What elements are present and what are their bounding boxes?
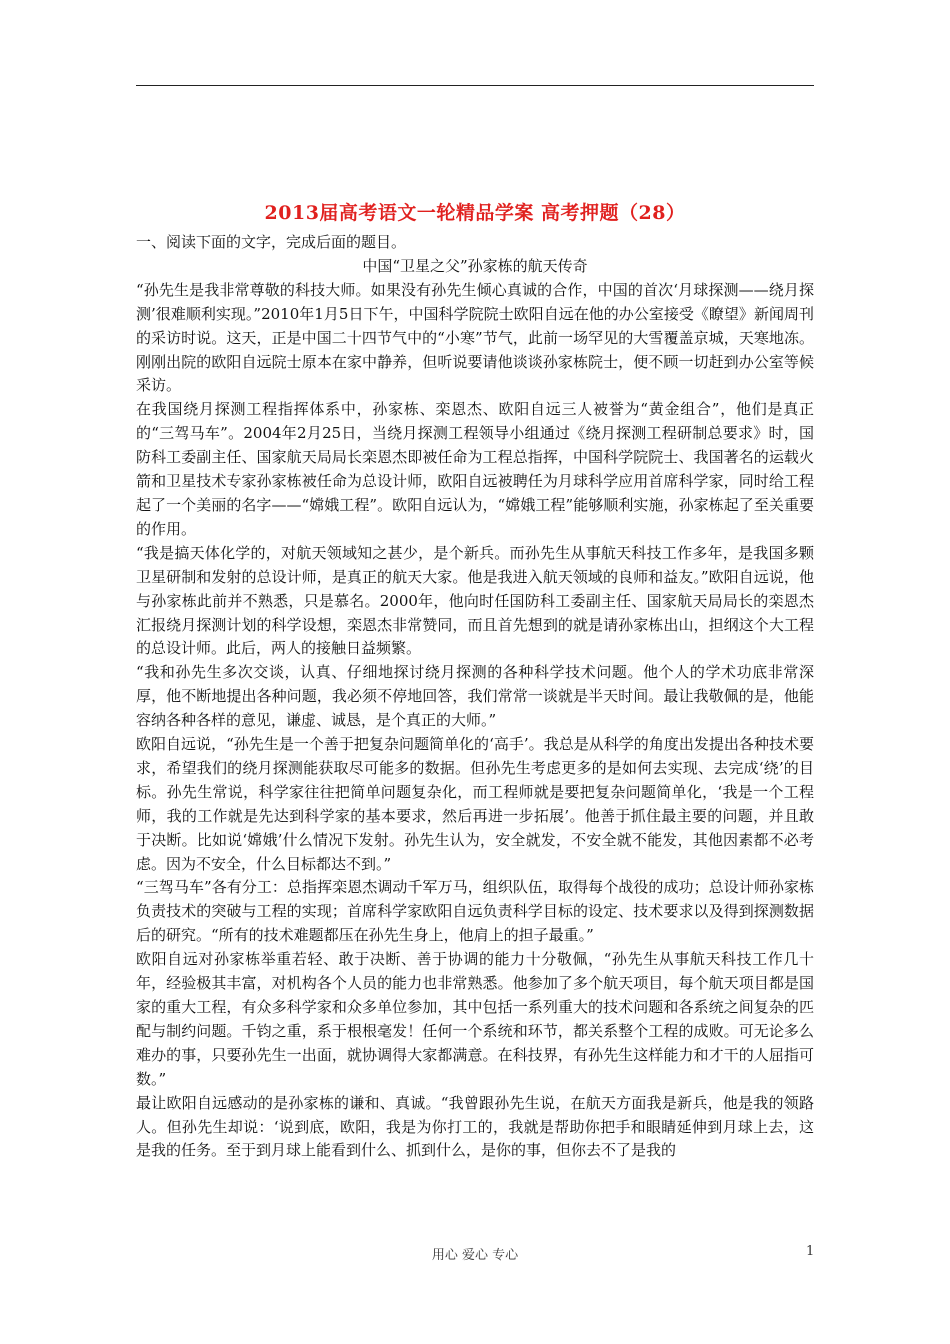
footer-text: 用心 爱心 专心: [431, 1248, 519, 1263]
paragraph-2: 在我国绕月探测工程指挥体系中，孙家栋、栾恩杰、欧阳自远三人被誉为“黄金组合”，他们是真正的“三驾马车”。2004年2月25日，当绕月探测工程领导小组通过《绕月探测工程研制总要求》时，国防科工委副主任、国家航天局局长栾恩杰即被任命为工程总指挥，中国科学院院士、我国著名的运载火箭和卫星技术专家孙家栋被任命为总设计师，欧阳自远被聘任为月球科学应用首席科学家，同时给工程起了一个美丽的名字——“嫦娥工程”。欧阳自远认为，“嫦娥工程”能够顺利实施，孙家栋起了至关重要的作用。: [136, 400, 814, 538]
header-rule: [136, 85, 814, 86]
paragraph-3: “我是搞天体化学的，对航天领域知之甚少，是个新兵。而孙先生从事航天科技工作多年，是我国多颗卫星研制和发射的总设计师，是真正的航天大家。他是我进入航天领域的良师和益友。”欧阳自远说，他与孙家栋此前并不熟悉，只是慕名。2000年，他向时任国防科工委副主任、国家航天局局长的栾恩杰汇报绕月探测计划的科学设想，栾恩杰非常赞同，而且首先想到的就是请孙家栋出山，担纲这个大工程的总设计师。此后，两人的接触日益频繁。: [136, 543, 814, 658]
article-title: 中国“卫星之父”孙家栋的航天传奇: [362, 256, 588, 275]
page-title: 2013届高考语文一轮精品学案 高考押题（28）: [264, 202, 686, 224]
paragraph-4: “我和孙先生多次交谈，认真、仔细地探讨绕月探测的各种科学技术问题。他个人的学术功底非常深厚，他不断地提出各种问题，我必须不停地回答，我们常常一谈就是半天时间。最让我敬佩的是，他能容纳各种各样的意见，谦虚、诚恳，是个真正的大师。”: [136, 663, 814, 730]
paragraph-8: 最让欧阳自远感动的是孙家栋的谦和、真诚。“我曾跟孙先生说，在航天方面我是新兵，他是我的领路人。但孙先生却说：‘说到底，欧阳，我是为你打工的，我就是帮助你把手和眼睛延伸到月球上去，这是我的任务。至于到月球上能看到什么、抓到什么，是你的事，但你去不了是我的: [136, 1093, 814, 1160]
paragraph-7: 欧阳自远对孙家栋举重若轻、敢于决断、善于协调的能力十分敬佩，“孙先生从事航天科技工作几十年，经验极其丰富，对机构各个人员的能力也非常熟悉。他参加了多个航天项目，每个航天项目都是国家的重大工程，有众多科学家和众多单位参加，其中包括一系列重大的技术问题和各系统之间复杂的匹配与制约问题。千钧之重，系于根根毫发！任何一个系统和环节，都关系整个工程的成败。可无论多么难办的事，只要孙先生一出面，就协调得大家都满意。在科技界，有孙先生这样能力和才干的人屈指可数。”: [136, 950, 814, 1088]
paragraph-5: 欧阳自远说，“孙先生是一个善于把复杂问题简单化的‘高手’。我总是从科学的角度出发提出各种技术要求，希望我们的绕月探测能获取尽可能多的数据。但孙先生考虑更多的是如何去实现、去完成‘绕’的目标。孙先生常说，科学家往往把简单问题复杂化，而工程师就是要把复杂问题简单化，‘我是一个工程师，我的工作就是先达到科学家的基本要求，然后再进一步拓展’。他善于抓住最主要的问题，并且敢于决断。比如说‘嫦娥’什么情况下发射。孙先生认为，安全就发，不安全就不能发，其他因素都不必考虑。因为不安全，什么目标都达不到。”: [136, 735, 814, 873]
instruction-text: 一、阅读下面的文字，完成后面的题目。: [136, 233, 407, 251]
paragraph-6: “三驾马车”各有分工：总指挥栾恩杰调动千军万马，组织队伍，取得每个战役的成功；总设计师孙家栋负责技术的突破与工程的实现；首席科学家欧阳自远负责科学目标的设定、技术要求以及得到探测数据后的研究。“所有的技术难题都压在孙先生身上，他肩上的担子最重。”: [136, 878, 814, 945]
document-body: [136, 231, 814, 1163]
paragraph-1: “孙先生是我非常尊敬的科技大师。如果没有孙先生倾心真诚的合作，中国的首次‘月球探测——绕月探测’很难顺利实现。”2010年1月5日下午，中国科学院院士欧阳自远在他的办公室接受《瞭望》新闻周刊的采访时说。这天，正是中国二十四节气中的“小寒”节气，此前一场罕见的大雪覆盖京城，天寒地冻。刚刚出院的欧阳自远院士原本在家中静养，但听说要请他谈谈孙家栋院士，便不顾一切赶到办公室等候采访。: [136, 280, 814, 395]
page-number: 1: [806, 1244, 815, 1259]
